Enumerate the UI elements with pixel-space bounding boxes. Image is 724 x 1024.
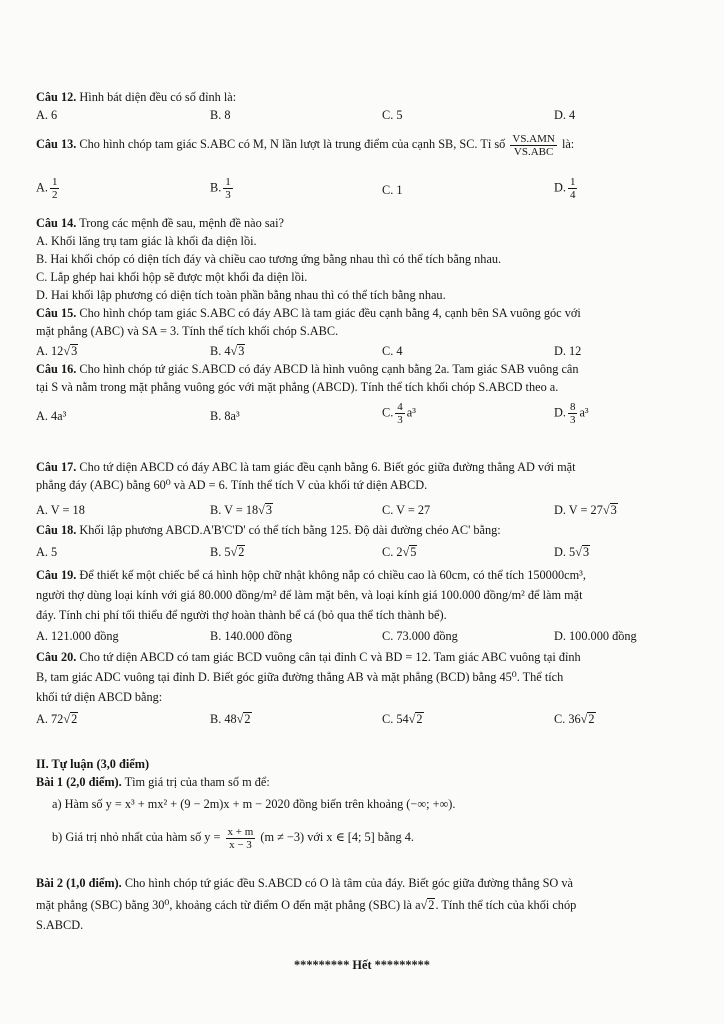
q14-option-a: A. Khối lăng trụ tam giác là khối đa diện lồi. [36, 234, 257, 248]
q14-option-d: D. Hai khối lập phương có diện tích toàn phần bằng nhau thì có thể tích bằng nhau. [36, 288, 446, 302]
q16-option-d: D. $\frac{8}{3}$ a³ [554, 401, 589, 426]
q12-option-d: D. 4 [554, 108, 576, 122]
q14-stem: Câu 14. Trong các mệnh đề sau, mệnh đề nào sai? [36, 216, 284, 230]
q12-option-c: C. 5 [382, 108, 403, 122]
q19-option-a: A. 121.000 đồng [36, 629, 119, 643]
q17-option-a: A. V = 18 [36, 503, 85, 517]
q18-option-a: A. 5 [36, 545, 58, 559]
q17-stem-line2: phẳng đáy (ABC) bằng 60⁰ và AD = 6. Tính thể tích V của khối tứ diện ABCD. [36, 478, 428, 492]
q13-option-c: C. 1 [382, 183, 403, 197]
q20-stem-line1: Câu 20. Cho tứ diện ABCD có tam giác BCD vuông cân tại đỉnh C và BD = 12. Tam giác ABC vuông tại đỉnh [36, 650, 581, 664]
bai2-line3: S.ABCD. [36, 918, 84, 932]
q20-option-a: A. 72√2 [36, 712, 78, 726]
q13-option-d: D. $\frac{1}{4}$ [554, 176, 576, 201]
q19-stem-line3: đáy. Tính chi phí tối thiểu để người thợ hoàn thành bể cá (bỏ qua thể tích thành bể). [36, 608, 447, 622]
q16-stem-line1: Câu 16. Cho hình chóp tứ giác S.ABCD có đáy ABCD là hình vuông cạnh bằng 2a. Tam giác SAB vuông cân [36, 362, 579, 376]
q19-option-b: B. 140.000 đồng [210, 629, 292, 643]
q20-option-b: B. 48√2 [210, 712, 251, 726]
q20-option-d: C. 36√2 [554, 712, 595, 726]
q20-stem-line3: khối tứ diện ABCD bằng: [36, 690, 163, 704]
bai1-part-b: b) Giá trị nhỏ nhất của hàm số y = $\frac{x + m}{x - 3}$ (m ≠ −3) với x ∈ [4; 5] bằng 4. [52, 825, 414, 851]
q14-option-c: C. Lắp ghép hai khối hộp sẽ được một khối đa diện lồi. [36, 270, 308, 284]
q19-stem-line1: Câu 19. Để thiết kế một chiếc bể cá hình hộp chữ nhật không nắp có chiều cao là 60cm, có thể tích 150000cm³, [36, 568, 586, 582]
q12-option-b: B. 8 [210, 108, 231, 122]
q15-stem-line2: mặt phẳng (ABC) và SA = 3. Tính thể tích khối chóp S.ABC. [36, 324, 339, 338]
q13-ratio: $\frac{\text{VS.AMN}}{\text{VS.ABC}}$ [512, 132, 555, 158]
q16-option-c: C. $\frac{4}{3}$ a³ [382, 401, 416, 426]
end-marker: ********* Hết ********* [294, 958, 430, 972]
q18-stem: Câu 18. Khối lập phương ABCD.A'B'C'D' có thể tích bằng 125. Độ dài đường chéo AC' bằng: [36, 523, 501, 537]
q16-option-b: B. 8a³ [210, 409, 240, 423]
q19-stem-line2: người thợ dùng loại kính với giá 80.000 đồng/m² để làm mặt bên, và loại kính giá 100.000 đồng/m² để làm mặt [36, 588, 583, 602]
bai1-part-a: a) Hàm số y = x³ + mx² + (9 − 2m)x + m − 2020 đồng biến trên khoảng (−∞; +∞). [52, 797, 456, 811]
q14-option-b: B. Hai khối chóp có diện tích đáy và chiều cao tương ứng bằng nhau thì có thể tích bằng nhau. [36, 252, 502, 266]
q13-stem: Câu 13. Cho hình chóp tam giác S.ABC có M, N lần lượt là trung điểm của cạnh SB, SC. Tỉ số $\frac{\text{VS.AMN}}{\text{VS.ABC}}$ là: [36, 132, 575, 158]
bai2-line1: Bài 2 (1,0 điểm). Cho hình chóp tứ giác đều S.ABCD có O là tâm của đáy. Biết góc giữa đường thẳng SO và [36, 876, 573, 890]
q18-option-c: C. 2√5 [382, 545, 417, 559]
q13-option-b: B. $\frac{1}{3}$ [210, 176, 231, 201]
q20-stem-line2: B, tam giác ADC vuông tại đỉnh D. Biết góc giữa đường thẳng AB và mặt phẳng (BCD) bằng 45⁰. Thể tích [36, 670, 564, 684]
part2-title: II. Tự luận (3,0 điểm) [36, 757, 150, 771]
q18-option-d: D. 5√3 [554, 545, 590, 559]
q15-option-a: A. 12√3 [36, 344, 78, 358]
q15-option-b: B. 4√3 [210, 344, 245, 358]
q17-option-c: C. V = 27 [382, 503, 431, 517]
q13-option-a: A. $\frac{1}{2}$ [36, 176, 58, 201]
q12-stem: Câu 12. Hình bát diện đều có số đỉnh là: [36, 90, 237, 104]
bai1-heading: Bài 1 (2,0 điểm). Tìm giá trị của tham số m để: [36, 775, 270, 789]
q20-option-c: C. 54√2 [382, 712, 423, 726]
bai2-line2: mặt phẳng (SBC) bằng 30⁰, khoảng cách từ điểm O đến mặt phẳng (SBC) là a√2. Tính thể tích của khối chóp [36, 898, 577, 912]
q16-stem-line2: tại S và nằm trong mặt phẳng vuông góc với mặt phẳng (ABCD). Tính thể tích khối chóp S.ABCD theo a. [36, 380, 559, 394]
q15-option-d: D. 12 [554, 344, 582, 358]
q18-option-b: B. 5√2 [210, 545, 245, 559]
q15-stem-line1: Câu 15. Cho hình chóp tam giác S.ABC có đáy ABC là tam giác đều cạnh bằng 4, cạnh bên SA vuông góc với [36, 306, 581, 320]
q19-option-c: C. 73.000 đồng [382, 629, 458, 643]
q17-option-d: D. V = 27√3 [554, 503, 617, 517]
q19-option-d: D. 100.000 đồng [554, 629, 637, 643]
q16-option-a: A. 4a³ [36, 409, 67, 423]
q17-stem-line1: Câu 17. Cho tứ diện ABCD có đáy ABC là tam giác đều cạnh bằng 6. Biết góc giữa đường thẳng AD với mặt [36, 460, 576, 474]
q17-option-b: B. V = 18√3 [210, 503, 273, 517]
q12-option-a: A. 6 [36, 108, 58, 122]
q15-option-c: C. 4 [382, 344, 403, 358]
